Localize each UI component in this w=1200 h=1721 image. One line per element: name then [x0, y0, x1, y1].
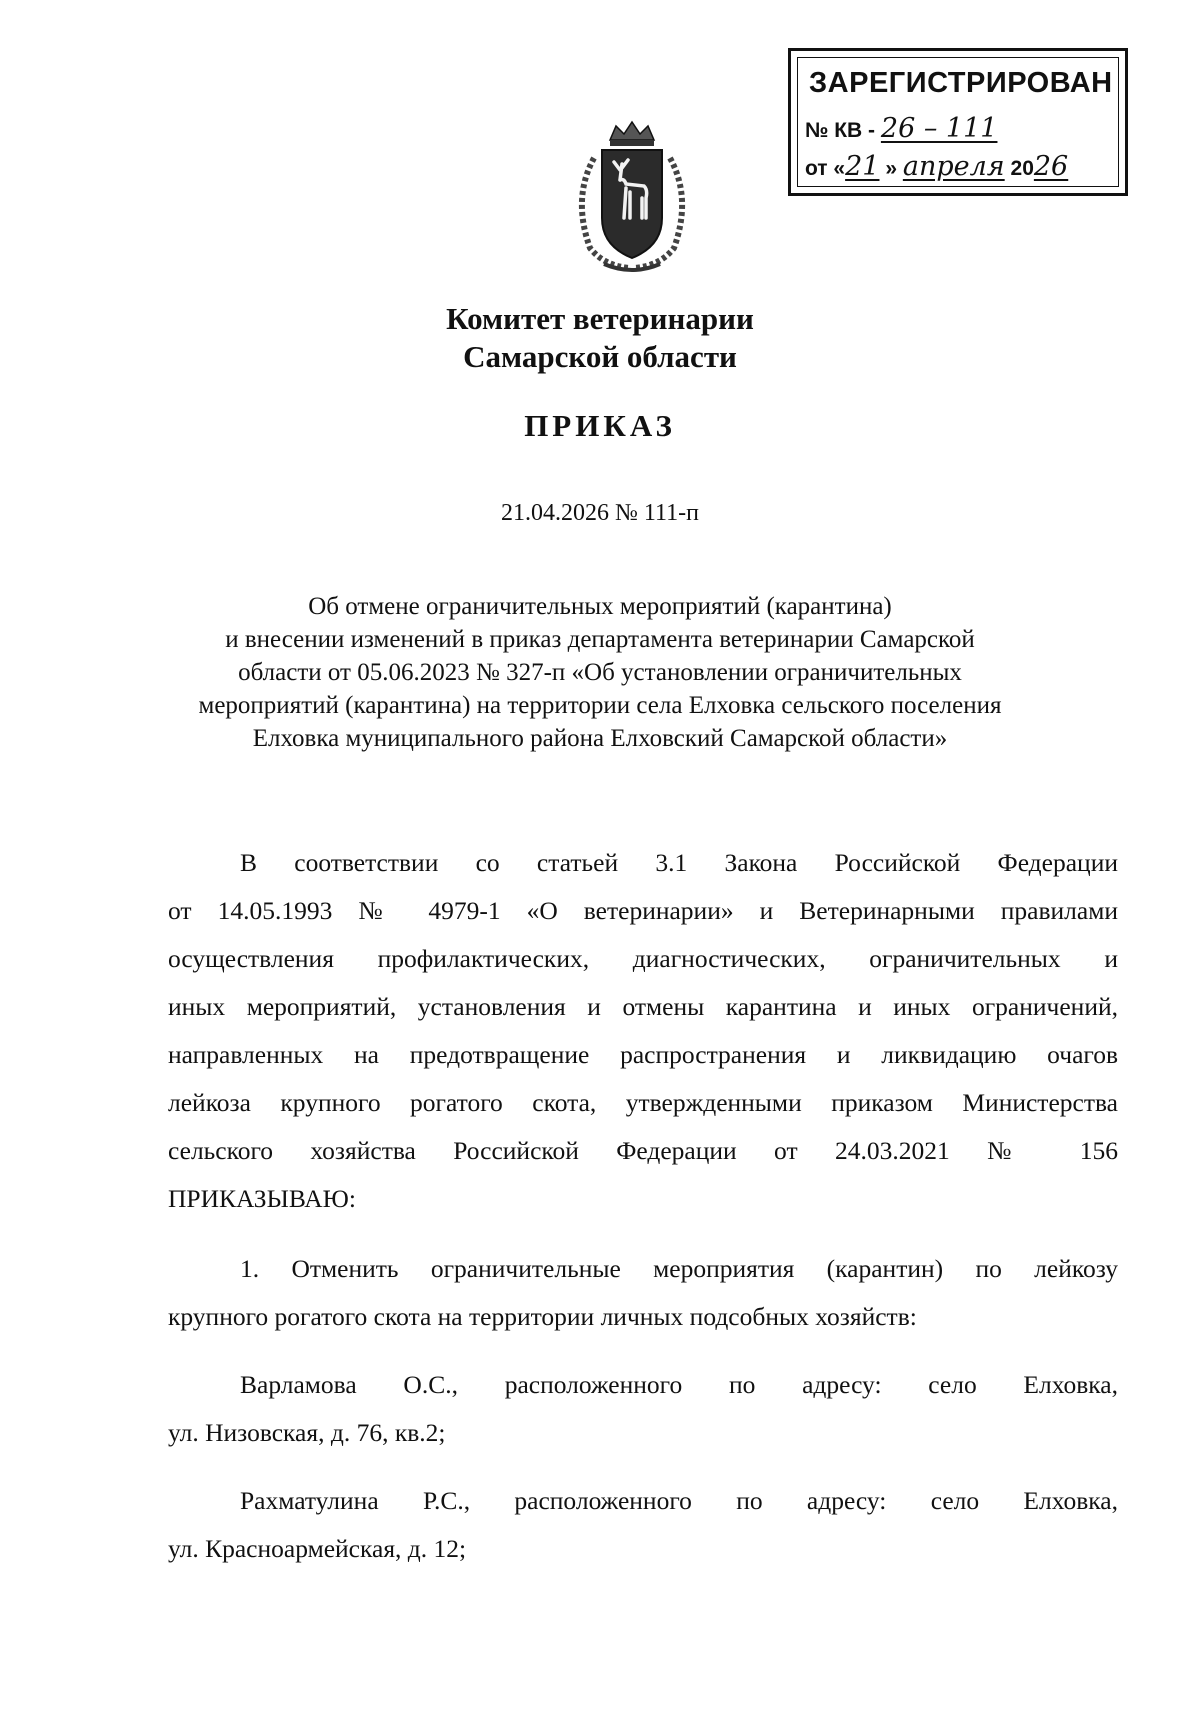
- body-line: направленных на предотвращение распространения и ликвидацию очагов: [168, 1040, 1118, 1069]
- registration-stamp: [788, 48, 1128, 196]
- stamp-date-mid: »: [885, 157, 897, 180]
- order-word: ПРИКАЗЫВАЮ:: [168, 1184, 356, 1213]
- subject-line-5: Елховка муниципального района Елховский Самарской области»: [252, 725, 948, 752]
- org-line-2: Самарской области: [463, 339, 737, 374]
- document-date-number: 21.04.2026 № 111-п: [501, 500, 699, 526]
- farm-2-line: Рахматулина Р.С., расположенного по адресу: село Елховка,: [240, 1486, 1118, 1515]
- subject-line-4: мероприятий (карантина) на территории села Елховка сельского поселения: [198, 692, 1002, 719]
- farm-1-line: Варламова О.С., расположенного по адресу: село Елховка,: [240, 1370, 1118, 1399]
- body-line: лейкоза крупного рогатого скота, утвержденными приказом Министерства: [168, 1088, 1118, 1117]
- farm-2-line: ул. Красноармейская, д. 12;: [168, 1534, 467, 1563]
- organization-name: [0, 300, 1200, 376]
- stamp-date-prefix: от «: [805, 157, 846, 180]
- subject-line-2: и внесении изменений в приказ департамента ветеринарии Самарской: [225, 626, 975, 653]
- document-type: ПРИКАЗ: [524, 408, 676, 443]
- body-line: осуществления профилактических, диагностических, ограничительных и: [168, 944, 1118, 973]
- org-line-1: Комитет ветеринарии: [446, 301, 754, 336]
- stamp-number-prefix: № КВ -: [805, 119, 876, 142]
- body-line: иных мероприятий, установления и отмены карантина и иных ограничений,: [168, 992, 1118, 1021]
- subject-line-3: области от 05.06.2023 № 327-п «Об установлении ограничительных: [238, 659, 962, 686]
- stamp-number-line: [805, 113, 997, 144]
- item-1-line: крупного рогатого скота на территории личных подсобных хозяйств:: [168, 1302, 917, 1331]
- stamp-number-handwritten: 26 – 111: [880, 113, 998, 144]
- coat-of-arms-emblem: [564, 118, 700, 274]
- document-subject: [0, 590, 1200, 755]
- body-line: сельского хозяйства Российской Федерации от 24.03.2021 № 156: [168, 1136, 1118, 1165]
- subject-line-1: Об отмене ограничительных мероприятий (карантина): [308, 593, 892, 620]
- farm-1-line: ул. Низовская, д. 76, кв.2;: [168, 1418, 446, 1447]
- item-1-line: 1. Отменить ограничительные мероприятия (карантин) по лейкозу: [240, 1254, 1118, 1283]
- stamp-date-month: апреля: [902, 151, 1005, 182]
- stamp-date-line: [805, 151, 1068, 182]
- stamp-title: ЗАРЕГИСТРИРОВАН: [809, 67, 1113, 99]
- stamp-date-year-hand: 26: [1033, 151, 1069, 182]
- body-line: от 14.05.1993 № 4979-1 «О ветеринарии» и Ветеринарными правилами: [168, 896, 1118, 925]
- stamp-date-day: 21: [845, 151, 880, 182]
- body-line: В соответствии со статьей 3.1 Закона Российской Федерации: [240, 848, 1118, 877]
- stamp-date-year-prefix: 20: [1010, 157, 1034, 180]
